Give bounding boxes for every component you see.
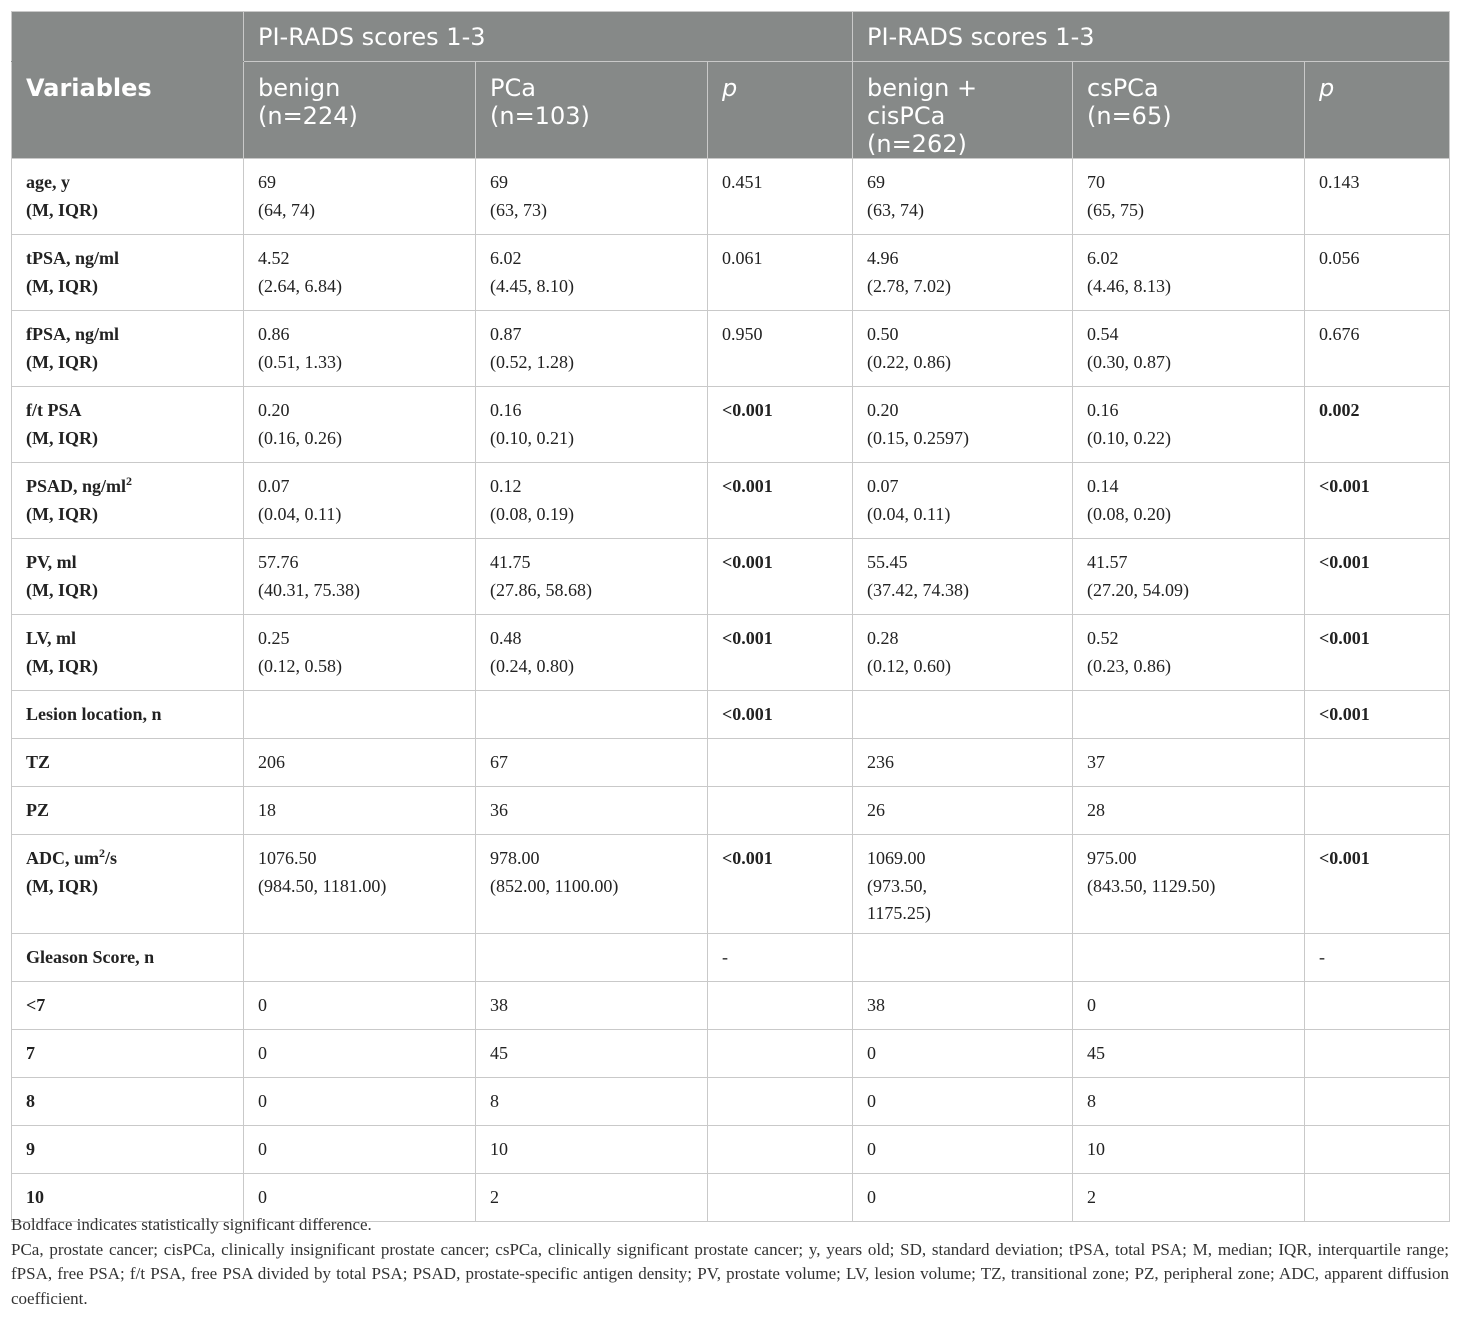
cell-benign-cispca: 0: [853, 1126, 1073, 1174]
cell-p1: [708, 982, 853, 1030]
cell-p2: 0.002: [1305, 387, 1450, 463]
cell-benign: 4.52 (2.64, 6.84): [244, 235, 476, 311]
cell-pca: 38: [476, 982, 708, 1030]
cell-p2: [1305, 787, 1450, 835]
cell-benign: [244, 934, 476, 982]
cell-variable: PZ: [12, 787, 244, 835]
group-header-1: PI-RADS scores 1-3: [244, 12, 853, 62]
cell-pca: 8: [476, 1078, 708, 1126]
cell-variable: PV, ml (M, IQR): [12, 539, 244, 615]
results-table: [11, 11, 1450, 1222]
abbreviations-note: PCa, prostate cancer; cisPCa, clinically insignificant prostate cancer; csPCa, clinically significant prostate cancer; y, years old; SD, standard deviation; tPSA, total PSA; M, median; IQR, interquartile range; fPSA, free PSA; f/t PSA, free PSA divided by total PSA; PSAD, prostate-specific antigen density; PV, prostate volume; LV, lesion volume; TZ, transitional zone; PZ, peripheral zone; ADC, apparent diffusion coefficient.: [11, 1239, 1449, 1308]
table-row: [12, 835, 1450, 934]
boldface-note: Boldface indicates statistically significant difference.: [11, 1215, 372, 1234]
cell-p1: <0.001: [708, 463, 853, 539]
cell-benign: 0: [244, 1030, 476, 1078]
cell-p1: 0.451: [708, 159, 853, 235]
cell-p1: 0.950: [708, 311, 853, 387]
table-row: [12, 1030, 1450, 1078]
cell-variable: Lesion location, n: [12, 691, 244, 739]
table-row: [12, 159, 1450, 235]
cell-p2: 0.056: [1305, 235, 1450, 311]
column-header-row: [12, 62, 1450, 159]
cell-benign-cispca: 0: [853, 1030, 1073, 1078]
column-header-p-1: p: [708, 62, 853, 159]
cell-p2: 0.676: [1305, 311, 1450, 387]
cell-benign-cispca: 55.45 (37.42, 74.38): [853, 539, 1073, 615]
cell-cspca: 28: [1073, 787, 1305, 835]
table-row: [12, 1078, 1450, 1126]
cell-p2: <0.001: [1305, 463, 1450, 539]
results-table-container: [11, 11, 1449, 1222]
cell-p2: [1305, 1030, 1450, 1078]
cell-pca: 69 (63, 73): [476, 159, 708, 235]
cell-cspca: 37: [1073, 739, 1305, 787]
cell-benign: 206: [244, 739, 476, 787]
cell-cspca: 8: [1073, 1078, 1305, 1126]
cell-cspca: 10: [1073, 1126, 1305, 1174]
cell-benign-cispca: 0.07 (0.04, 0.11): [853, 463, 1073, 539]
table-row: [12, 615, 1450, 691]
cell-benign: 0: [244, 1126, 476, 1174]
cell-benign: 0.20 (0.16, 0.26): [244, 387, 476, 463]
cell-pca: [476, 934, 708, 982]
cell-p2: -: [1305, 934, 1450, 982]
cell-cspca: 0.14 (0.08, 0.20): [1073, 463, 1305, 539]
cell-benign-cispca: [853, 934, 1073, 982]
cell-p2: [1305, 982, 1450, 1030]
group-header-2: PI-RADS scores 1-3: [853, 12, 1450, 62]
cell-pca: 67: [476, 739, 708, 787]
cell-benign-cispca: 4.96 (2.78, 7.02): [853, 235, 1073, 311]
cell-p1: <0.001: [708, 835, 853, 934]
cell-variable: 10: [12, 1174, 244, 1222]
cell-cspca: 0.54 (0.30, 0.87): [1073, 311, 1305, 387]
table-row: [12, 387, 1450, 463]
cell-benign: [244, 691, 476, 739]
cell-p1: [708, 1078, 853, 1126]
table-row: [12, 691, 1450, 739]
cell-p1: <0.001: [708, 539, 853, 615]
cell-p2: [1305, 1078, 1450, 1126]
table-row: [12, 1126, 1450, 1174]
cell-p1: [708, 787, 853, 835]
cell-variable: Gleason Score, n: [12, 934, 244, 982]
cell-benign-cispca: [853, 691, 1073, 739]
cell-pca: 45: [476, 1030, 708, 1078]
cell-cspca: 0.52 (0.23, 0.86): [1073, 615, 1305, 691]
cell-variable: LV, ml (M, IQR): [12, 615, 244, 691]
cell-benign-cispca: 38: [853, 982, 1073, 1030]
cell-p2: <0.001: [1305, 835, 1450, 934]
cell-benign: 18: [244, 787, 476, 835]
cell-cspca: 6.02 (4.46, 8.13): [1073, 235, 1305, 311]
cell-cspca: 2: [1073, 1174, 1305, 1222]
cell-p2: <0.001: [1305, 691, 1450, 739]
cell-variable: 9: [12, 1126, 244, 1174]
cell-p2: <0.001: [1305, 615, 1450, 691]
cell-p1: [708, 1126, 853, 1174]
cell-benign: 69 (64, 74): [244, 159, 476, 235]
cell-benign-cispca: 1069.00 (973.50, 1175.25): [853, 835, 1073, 934]
table-row: [12, 311, 1450, 387]
cell-benign-cispca: 26: [853, 787, 1073, 835]
cell-pca: 36: [476, 787, 708, 835]
table-row: [12, 235, 1450, 311]
column-header-cspca: csPCa (n=65): [1073, 62, 1305, 159]
table-footnotes: [11, 1213, 1449, 1311]
cell-benign-cispca: 69 (63, 74): [853, 159, 1073, 235]
column-header-variables: Variables: [12, 62, 244, 159]
cell-p1: <0.001: [708, 691, 853, 739]
cell-p2: 0.143: [1305, 159, 1450, 235]
group-header-row: [12, 12, 1450, 62]
cell-pca: 0.87 (0.52, 1.28): [476, 311, 708, 387]
cell-benign: 0: [244, 1174, 476, 1222]
table-row: [12, 539, 1450, 615]
cell-benign-cispca: 0.20 (0.15, 0.2597): [853, 387, 1073, 463]
cell-p2: <0.001: [1305, 539, 1450, 615]
cell-cspca: 41.57 (27.20, 54.09): [1073, 539, 1305, 615]
column-header-benign: benign (n=224): [244, 62, 476, 159]
cell-benign: 57.76 (40.31, 75.38): [244, 539, 476, 615]
cell-benign-cispca: 0: [853, 1078, 1073, 1126]
column-header-benign-cispca: benign + cisPCa (n=262): [853, 62, 1073, 159]
cell-benign: 0.25 (0.12, 0.58): [244, 615, 476, 691]
cell-benign-cispca: 0: [853, 1174, 1073, 1222]
column-header-p-2: p: [1305, 62, 1450, 159]
cell-p1: [708, 1030, 853, 1078]
cell-pca: 2: [476, 1174, 708, 1222]
table-row: [12, 787, 1450, 835]
cell-benign: 0.86 (0.51, 1.33): [244, 311, 476, 387]
cell-cspca: 975.00 (843.50, 1129.50): [1073, 835, 1305, 934]
cell-cspca: 70 (65, 75): [1073, 159, 1305, 235]
cell-pca: 0.48 (0.24, 0.80): [476, 615, 708, 691]
cell-pca: 41.75 (27.86, 58.68): [476, 539, 708, 615]
cell-benign: 0: [244, 1078, 476, 1126]
cell-cspca: [1073, 934, 1305, 982]
cell-p2: [1305, 739, 1450, 787]
cell-p2: [1305, 1126, 1450, 1174]
cell-cspca: [1073, 691, 1305, 739]
cell-benign: 1076.50 (984.50, 1181.00): [244, 835, 476, 934]
cell-variable: 7: [12, 1030, 244, 1078]
cell-pca: 6.02 (4.45, 8.10): [476, 235, 708, 311]
cell-variable: 8: [12, 1078, 244, 1126]
cell-pca: 10: [476, 1126, 708, 1174]
cell-cspca: 45: [1073, 1030, 1305, 1078]
cell-variable: ADC, $um^2/s$ (M, IQR): [12, 835, 244, 934]
cell-pca: 978.00 (852.00, 1100.00): [476, 835, 708, 934]
cell-variable: age, y (M, IQR): [12, 159, 244, 235]
column-header-pca: PCa (n=103): [476, 62, 708, 159]
cell-p1: <0.001: [708, 615, 853, 691]
cell-pca: 0.12 (0.08, 0.19): [476, 463, 708, 539]
cell-p1: <0.001: [708, 387, 853, 463]
cell-variable: <7: [12, 982, 244, 1030]
cell-variable: tPSA, ng/ml (M, IQR): [12, 235, 244, 311]
cell-variable: TZ: [12, 739, 244, 787]
group-header-blank: [12, 12, 244, 62]
cell-p1: -: [708, 934, 853, 982]
table-row: [12, 739, 1450, 787]
table-row: [12, 982, 1450, 1030]
cell-variable: fPSA, ng/ml (M, IQR): [12, 311, 244, 387]
cell-benign: 0.07 (0.04, 0.11): [244, 463, 476, 539]
cell-variable: PSAD, $ng/ml^2$ (M, IQR): [12, 463, 244, 539]
cell-benign-cispca: 0.28 (0.12, 0.60): [853, 615, 1073, 691]
cell-variable: f/t PSA (M, IQR): [12, 387, 244, 463]
table-row: [12, 463, 1450, 539]
cell-pca: 0.16 (0.10, 0.21): [476, 387, 708, 463]
table-row: [12, 934, 1450, 982]
cell-benign: 0: [244, 982, 476, 1030]
cell-p1: [708, 739, 853, 787]
cell-cspca: 0.16 (0.10, 0.22): [1073, 387, 1305, 463]
cell-benign-cispca: 0.50 (0.22, 0.86): [853, 311, 1073, 387]
cell-benign-cispca: 236: [853, 739, 1073, 787]
cell-cspca: 0: [1073, 982, 1305, 1030]
cell-pca: [476, 691, 708, 739]
cell-p1: 0.061: [708, 235, 853, 311]
